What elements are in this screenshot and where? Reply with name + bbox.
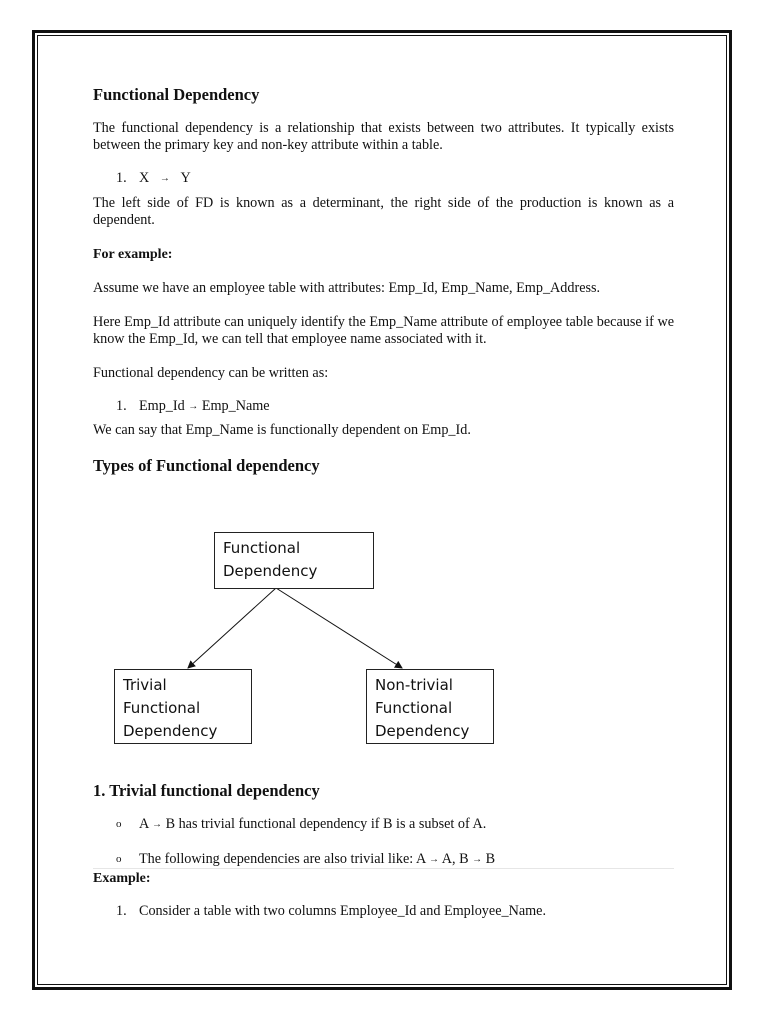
arrow-icon: →	[472, 854, 483, 865]
example-item-1	[93, 903, 674, 920]
arrow-icon: →	[152, 819, 163, 830]
bullet-item-2: o The following dependencies are also trivial like: A → A, B → B	[116, 851, 496, 867]
bullet-icon: o	[116, 818, 122, 830]
example-paragraph-3: Functional dependency can be written as:	[93, 365, 329, 381]
bullet-icon: o	[116, 853, 122, 865]
list-number: 1.	[116, 170, 127, 186]
example-item-text: Consider a table with two columns Employee_Id and Employee_Name.	[139, 903, 547, 919]
example-formula-text: Emp_Id → Emp_Name	[139, 398, 270, 414]
divider	[93, 868, 674, 869]
list-number: 1.	[116, 903, 127, 919]
example-paragraph-2: Here Emp_Id attribute can uniquely identify the Emp_Name attribute of employee table because if we know the Emp_Id, we can tell that employee name associated with it.	[93, 314, 674, 347]
diagram-nontrivial-box: Non-trivial Functional Dependency	[366, 669, 494, 744]
diagram-root-box: Functional Dependency	[214, 532, 374, 589]
for-example-label: For example:	[93, 247, 173, 262]
example-paragraph-4: We can say that Emp_Name is functionally dependent on Emp_Id.	[93, 422, 471, 438]
diagram-trivial-box: Trivial Functional Dependency	[114, 669, 252, 744]
explanation-paragraph: The left side of FD is known as a determinant, the right side of the production is known as a dependent.	[93, 195, 674, 228]
bullet-item-1: o A → B has trivial functional dependency if B is a subset of A.	[116, 816, 487, 832]
example-label: Example:	[93, 871, 151, 886]
arrow-icon: →	[188, 401, 199, 412]
diagram-spacer	[93, 474, 674, 782]
formula-text: X → Y	[139, 170, 191, 186]
formula-line	[93, 170, 674, 187]
arrow-icon: →	[159, 173, 170, 184]
section-title-functional-dependency: Functional Dependency	[93, 85, 260, 104]
section-title-trivial: 1. Trivial functional dependency	[93, 781, 320, 800]
section-title-types: Types of Functional dependency	[93, 456, 320, 475]
intro-paragraph: The functional dependency is a relationship that exists between two attributes. It typically exists between the primary key and non-key attribute within a table.	[93, 120, 674, 153]
example-paragraph-1: Assume we have an employee table with attributes: Emp_Id, Emp_Name, Emp_Address.	[93, 280, 601, 296]
arrow-icon: →	[428, 854, 439, 865]
document-content	[93, 86, 674, 920]
list-number: 1.	[116, 398, 127, 414]
example-formula-line	[93, 398, 674, 415]
